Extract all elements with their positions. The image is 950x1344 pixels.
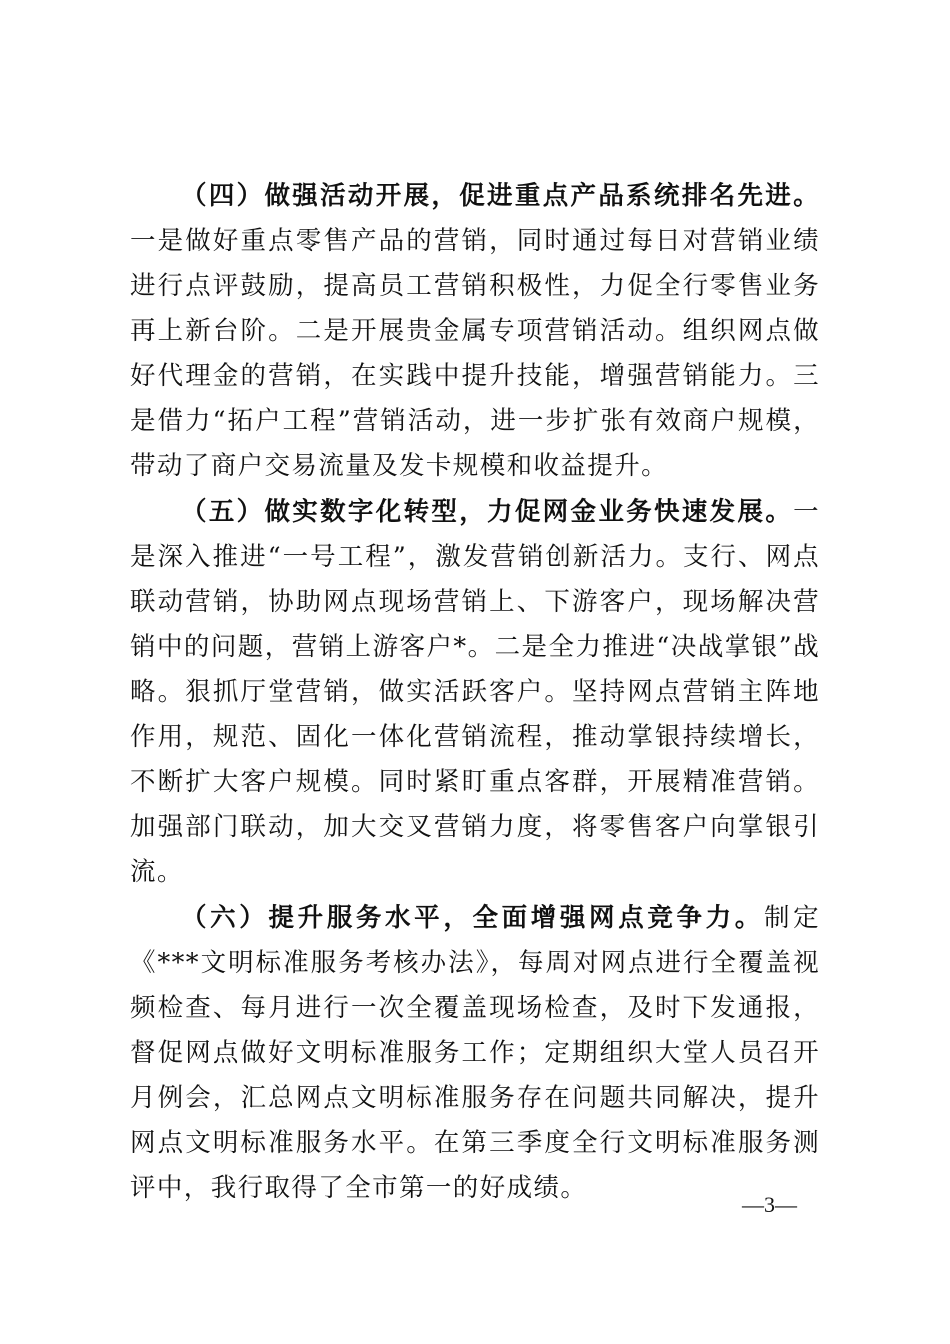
paragraph-section-6: [130, 896, 820, 1211]
paragraph-section-4: [130, 174, 820, 489]
section-4-heading: （四）做强活动开展，促进重点产品系统排名先进。: [181, 181, 820, 211]
section-5-heading: （五）做实数字化转型，力促网金业务快速发展。: [181, 497, 794, 527]
section-6-text: 制定《***文明标准服务考核办法》，每周对网点进行全覆盖视频检查、每月进行一次全覆盖现场检查，及时下发通报，督促网点做好文明标准服务工作；定期组织大堂人员召开月例会，汇总网点文明标准服务存在问题共同解决，提升网点文明标准服务水平。在第三季度全行文明标准服务测评中，我行取得了全市第一的好成绩。: [130, 903, 820, 1203]
section-4-text: 一是做好重点零售产品的营销，同时通过每日对营销业绩进行点评鼓励，提高员工营销积极性，力促全行零售业务再上新台阶。二是开展贵金属专项营销活动。组织网点做好代理金的营销，在实践中提升技能，增强营销能力。三是借力“拓户工程”营销活动，进一步扩张有效商户规模，带动了商户交易流量及发卡规模和收益提升。: [130, 226, 820, 481]
paragraph-section-5: [130, 490, 820, 895]
page-number: —3—: [742, 1192, 797, 1217]
section-5-text: 一是深入推进“一号工程”，激发营销创新活力。支行、网点联动营销，协助网点现场营销上、下游客户，现场解决营销中的问题，营销上游客户*。二是全力推进“决战掌银”战略。狠抓厅堂营销，做实活跃客户。坚持网点营销主阵地作用，规范、固化一体化营销流程，推动掌银持续增长，不断扩大客户规模。同时紧盯重点客群，开展精准营销。加强部门联动，加大交叉营销力度，将零售客户向掌银引流。: [130, 497, 820, 887]
document-body: [130, 174, 820, 1211]
section-6-heading: （六）提升服务水平，全面增强网点竞争力。: [181, 903, 764, 933]
